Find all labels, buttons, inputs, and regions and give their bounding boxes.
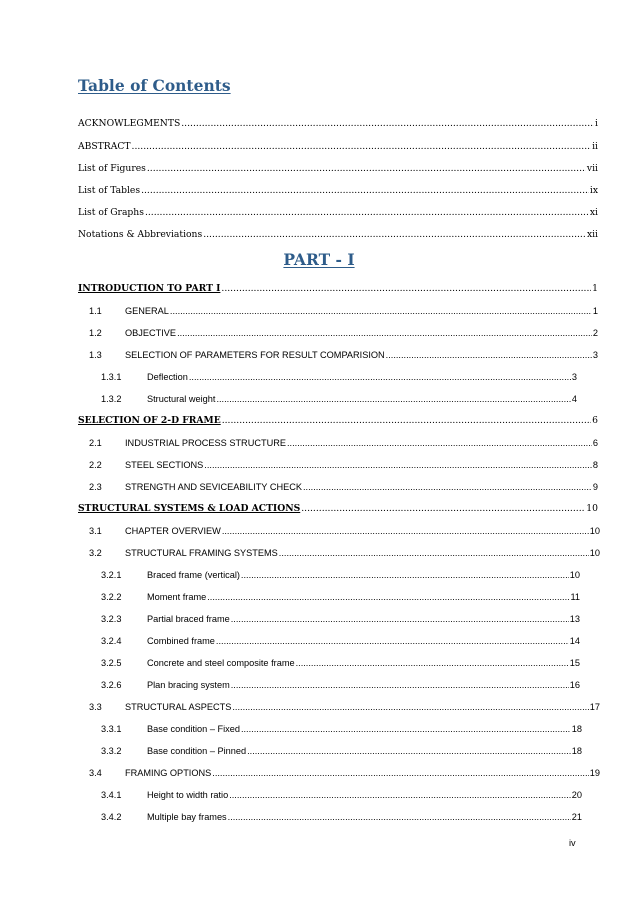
dot-leader — [132, 141, 592, 152]
dot-leader — [177, 328, 592, 338]
toc-subsection[interactable] — [101, 724, 582, 734]
toc-subsection-number: 3.3.2 — [101, 746, 122, 756]
toc-section-page: 10 — [589, 548, 600, 558]
toc-chapter-page: 1 — [592, 283, 598, 294]
dot-leader — [216, 636, 569, 646]
dot-leader — [228, 812, 571, 822]
toc-section-number: 1.3 — [89, 350, 102, 360]
toc-title: Table of Contents — [78, 76, 231, 95]
toc-section-number: 2.2 — [89, 460, 102, 470]
dot-leader — [296, 658, 569, 668]
toc-subsection[interactable] — [101, 812, 582, 822]
toc-section-number: 1.1 — [89, 306, 102, 316]
toc-subsection-page: 3 — [571, 372, 577, 382]
toc-subsection-title: Moment frame — [147, 592, 207, 602]
toc-subsection[interactable] — [101, 680, 580, 690]
toc-chapter-title: INTRODUCTION TO PART I — [78, 283, 221, 294]
toc-section-title: FRAMING OPTIONS — [125, 768, 212, 778]
toc-section-title: GENERAL — [125, 306, 169, 316]
toc-entry-label: Notations & Abbreviations — [78, 229, 203, 240]
toc-subsection-page: 18 — [571, 724, 582, 734]
toc-subsection-title: Partial braced frame — [147, 614, 230, 624]
toc-entry-label: List of Tables — [78, 185, 141, 196]
toc-section[interactable] — [89, 350, 598, 360]
toc-subsection-page: 11 — [570, 592, 580, 602]
toc-subsection-number: 3.2.1 — [101, 570, 122, 580]
toc-subsection-title: Height to width ratio — [147, 790, 229, 800]
toc-section-page: 6 — [592, 438, 598, 448]
toc-subsection-page: 13 — [569, 614, 580, 624]
toc-subsection[interactable] — [101, 614, 580, 624]
toc-section[interactable] — [89, 526, 600, 536]
toc-chapter-title: SELECTION OF 2-D FRAME — [78, 415, 221, 426]
dot-leader — [141, 185, 589, 196]
dot-leader — [147, 163, 586, 174]
toc-section-title: STRUCTURAL ASPECTS — [125, 702, 232, 712]
toc-subsection-title: Multiple bay frames — [147, 812, 227, 822]
toc-entry[interactable] — [78, 163, 598, 174]
dot-leader — [229, 790, 571, 800]
toc-subsection-title: Concrete and steel composite frame — [147, 658, 295, 668]
toc-section-page: 9 — [592, 482, 598, 492]
toc-section-number: 1.2 — [89, 328, 102, 338]
toc-entry-label: ACKNOWLEGMENTS — [78, 118, 181, 129]
toc-section-page: 3 — [592, 350, 598, 360]
toc-entry-page: ii — [592, 141, 598, 152]
toc-entry-label: ABSTRACT — [78, 141, 131, 152]
toc-subsection-title: Deflection — [147, 372, 188, 382]
toc-subsection-page: 14 — [569, 636, 580, 646]
toc-section[interactable] — [89, 306, 598, 316]
toc-subsection-number: 3.3.1 — [101, 724, 122, 734]
dot-leader — [216, 394, 570, 404]
dot-leader — [212, 768, 589, 778]
toc-section-number: 3.1 — [89, 526, 102, 536]
toc-section-page: 19 — [589, 768, 600, 778]
toc-section-title: CHAPTER OVERVIEW — [125, 526, 221, 536]
toc-chapter-page: 6 — [592, 415, 598, 426]
toc-section-number: 3.3 — [89, 702, 102, 712]
toc-entry-label: List of Figures — [78, 163, 146, 174]
toc-chapter-page: 10 — [586, 503, 598, 514]
toc-section-number: 3.4 — [89, 768, 102, 778]
dot-leader — [386, 350, 592, 360]
toc-subsection-title: Plan bracing system — [147, 680, 230, 690]
dot-leader — [222, 415, 591, 426]
toc-section-number: 3.2 — [89, 548, 102, 558]
dot-leader — [181, 118, 594, 129]
toc-entry-page: vii — [586, 163, 598, 174]
toc-entry-page: i — [595, 118, 598, 129]
toc-entry[interactable] — [78, 118, 598, 129]
toc-section-number: 2.3 — [89, 482, 102, 492]
toc-subsection[interactable] — [101, 636, 580, 646]
toc-subsection-page: 16 — [569, 680, 580, 690]
toc-section-title: SELECTION OF PARAMETERS FOR RESULT COMPARISION — [125, 350, 385, 360]
toc-subsection-number: 3.2.3 — [101, 614, 122, 624]
dot-leader — [231, 614, 569, 624]
toc-section[interactable] — [89, 328, 598, 338]
toc-subsection[interactable] — [101, 658, 580, 668]
toc-subsection-page: 10 — [569, 570, 580, 580]
toc-entry-page: xii — [586, 229, 598, 240]
dot-leader — [247, 746, 571, 756]
dot-leader — [232, 702, 588, 712]
toc-subsection[interactable] — [101, 746, 582, 756]
toc-section-page: 2 — [592, 328, 598, 338]
dot-leader — [222, 526, 589, 536]
toc-entry[interactable] — [78, 207, 598, 218]
toc-subsection-number: 1.3.1 — [101, 372, 122, 382]
toc-subsection-number: 3.2.5 — [101, 658, 122, 668]
toc-section-title: INDUSTRIAL PROCESS STRUCTURE — [125, 438, 286, 448]
toc-subsection-number: 3.2.4 — [101, 636, 122, 646]
toc-entry[interactable] — [78, 185, 598, 196]
toc-section-title: STEEL SECTIONS — [125, 460, 204, 470]
toc-subsection[interactable] — [101, 790, 582, 800]
dot-leader — [207, 592, 569, 602]
toc-section-page: 8 — [592, 460, 598, 470]
dot-leader — [145, 207, 589, 218]
toc-section[interactable] — [89, 768, 600, 778]
dot-leader — [303, 482, 592, 492]
toc-section[interactable] — [89, 460, 598, 470]
toc-section-page: 17 — [589, 702, 600, 712]
toc-subsection-page: 20 — [571, 790, 582, 800]
page-number: iv — [569, 838, 576, 848]
toc-subsection[interactable] — [101, 394, 577, 404]
toc-subsection-title: Structural weight — [147, 394, 216, 404]
dot-leader — [203, 229, 586, 240]
dot-leader — [287, 438, 592, 448]
toc-entry[interactable] — [78, 141, 598, 152]
toc-section[interactable] — [89, 482, 598, 492]
toc-section-title: STRUCTURAL FRAMING SYSTEMS — [125, 548, 278, 558]
dot-leader — [241, 724, 571, 734]
toc-entry[interactable] — [78, 229, 598, 240]
toc-subsection[interactable] — [101, 570, 580, 580]
toc-chapter[interactable] — [78, 415, 598, 426]
toc-subsection-title: Base condition – Pinned — [147, 746, 247, 756]
toc-subsection-number: 3.4.2 — [101, 812, 122, 822]
dot-leader — [189, 372, 571, 382]
toc-entry-page: xi — [589, 207, 598, 218]
toc-section[interactable] — [89, 438, 598, 448]
toc-subsection[interactable] — [101, 592, 580, 602]
toc-subsection-page: 4 — [571, 394, 577, 404]
part-title: PART - I — [283, 250, 355, 269]
toc-subsection-number: 3.4.1 — [101, 790, 122, 800]
toc-section-number: 2.1 — [89, 438, 102, 448]
toc-subsection-number: 1.3.2 — [101, 394, 122, 404]
toc-subsection-title: Combined frame — [147, 636, 215, 646]
dot-leader — [241, 570, 569, 580]
toc-entry-label: List of Graphs — [78, 207, 144, 218]
toc-subsection-number: 3.2.6 — [101, 680, 122, 690]
toc-subsection-page: 18 — [571, 746, 582, 756]
dot-leader — [221, 283, 591, 294]
toc-section-page: 10 — [589, 526, 600, 536]
toc-chapter-title: STRUCTURAL SYSTEMS & LOAD ACTIONS — [78, 503, 301, 514]
toc-section-title: STRENGTH AND SEVICEABILITY CHECK — [125, 482, 302, 492]
toc-chapter[interactable] — [78, 503, 598, 514]
toc-subsection[interactable] — [101, 372, 577, 382]
toc-section[interactable] — [89, 702, 600, 712]
dot-leader — [170, 306, 592, 316]
toc-chapter[interactable] — [78, 283, 598, 294]
toc-section-page: 1 — [592, 306, 598, 316]
dot-leader — [301, 503, 585, 514]
dot-leader — [279, 548, 589, 558]
toc-entry-page: ix — [589, 185, 598, 196]
toc-subsection-number: 3.2.2 — [101, 592, 122, 602]
toc-subsection-title: Braced frame (vertical) — [147, 570, 240, 580]
toc-section-title: OBJECTIVE — [125, 328, 177, 338]
dot-leader — [204, 460, 592, 470]
toc-subsection-title: Base condition – Fixed — [147, 724, 240, 734]
toc-subsection-page: 21 — [571, 812, 582, 822]
toc-section[interactable] — [89, 548, 600, 558]
toc-subsection-page: 15 — [569, 658, 580, 668]
dot-leader — [231, 680, 569, 690]
